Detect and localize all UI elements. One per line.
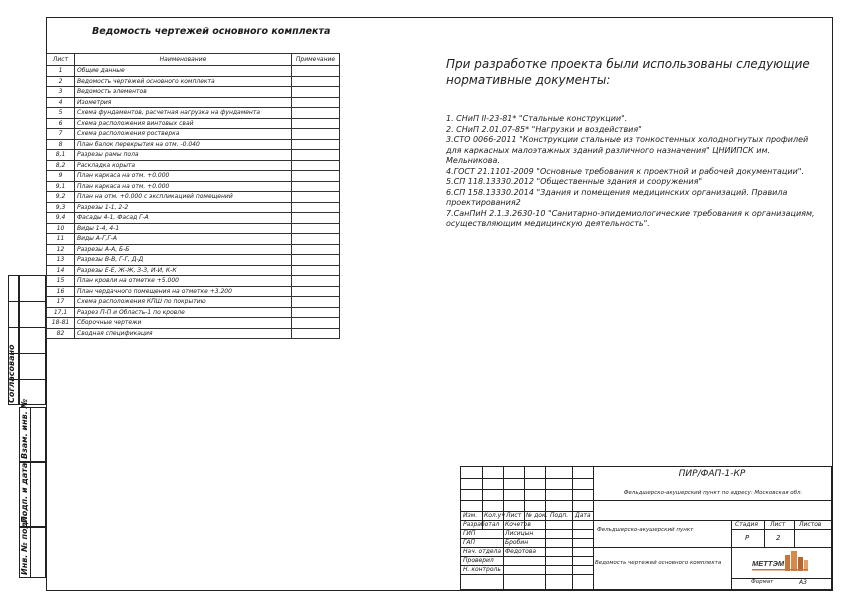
sheet-name: Схема расположения винтовых свай <box>75 118 292 129</box>
col-ndok: № док. <box>526 512 548 519</box>
approval-sidebar <box>8 275 46 578</box>
sheet-number: 82 <box>47 328 75 339</box>
stamp-person: Лисицын <box>505 530 534 537</box>
table-row <box>47 234 340 245</box>
stamp-role: Н. контроль <box>463 566 501 573</box>
sheet-number: 8 <box>47 139 75 150</box>
soglasovano-label: Согласовано <box>7 344 16 403</box>
stamp-person: Бробин <box>505 539 529 546</box>
title-block <box>460 466 832 590</box>
col-data: Дата <box>575 512 591 519</box>
sheet-note <box>292 255 340 266</box>
sheet-name: План каркаса на отм. +0.000 <box>75 171 292 182</box>
sheet-number: 7 <box>47 129 75 140</box>
sheet-note <box>292 213 340 224</box>
sheet-note <box>292 297 340 308</box>
col-kol: Кол.уч <box>484 512 505 519</box>
table-row <box>47 108 340 119</box>
sheet-number: 14 <box>47 265 75 276</box>
sheet-number: 9,4 <box>47 213 75 224</box>
sheets-header: Листов <box>799 521 822 528</box>
stamp-person: Федотова <box>505 548 537 555</box>
podp-label: Подп. и дата <box>20 462 29 523</box>
table-row <box>47 318 340 329</box>
sheet-name: Разрезы В-В, Г-Г, Д-Д <box>75 255 292 266</box>
sheet-name: Сборочные чертежи <box>75 318 292 329</box>
sheet-number: 10 <box>47 223 75 234</box>
format-value: А3 <box>799 579 807 586</box>
sheet-note <box>292 318 340 329</box>
normative-notes <box>446 56 826 230</box>
sheet-name: Разрезы Е-Е, Ж-Ж, З-З, И-И, К-К <box>75 265 292 276</box>
table-row <box>47 76 340 87</box>
sheet-name: Схема расположения ростверка <box>75 129 292 140</box>
sheet-note <box>292 234 340 245</box>
format-label: Формат <box>751 579 774 585</box>
table-row <box>47 286 340 297</box>
normative-item: 7.СанПиН 2.1.3.2630-10 "Санитарно-эпидемиологические требования к организациям, осуществляющим медицинскую деятельность". <box>446 208 815 228</box>
sheet-note <box>292 276 340 287</box>
company-logo <box>751 549 811 575</box>
sheet-name: Сводная спецификация <box>75 328 292 339</box>
stamp-person: Кочетов <box>505 521 531 528</box>
sheet-number: 1 <box>47 66 75 77</box>
sheet-name: Виды 1-4, 4-1 <box>75 223 292 234</box>
normative-item: 6.СП 158.13330.2014 "Здания и помещения медицинских организаций. Правила проектирования2 <box>446 187 788 207</box>
sheet-number: 9,1 <box>47 181 75 192</box>
soglasovano-grid <box>19 275 46 405</box>
sheet-header: Лист <box>770 521 786 528</box>
vedomost-title: Ведомость чертежей основного комплекта <box>92 26 331 37</box>
stamp-role: Нач. отдела <box>463 548 502 555</box>
table-row <box>47 97 340 108</box>
sheet-number: 5 <box>47 108 75 119</box>
table-row <box>47 223 340 234</box>
table-row <box>47 202 340 213</box>
sheet-number: 13 <box>47 255 75 266</box>
table-row <box>47 150 340 161</box>
sheet-name: Разрезы рамы пола <box>75 150 292 161</box>
sheet-note <box>292 328 340 339</box>
table-row <box>47 265 340 276</box>
sheet-note <box>292 192 340 203</box>
sheet-note <box>292 108 340 119</box>
sheet-name: План на отм. +0.000 с экспликацией помещений <box>75 192 292 203</box>
sheet-note <box>292 150 340 161</box>
sheet-name: Ведомость элементов <box>75 87 292 98</box>
table-row <box>47 118 340 129</box>
sheet-note <box>292 265 340 276</box>
sheet-name: Разрез П-П и Область-1 по кровле <box>75 307 292 318</box>
stamp-role: ГИП <box>463 530 476 537</box>
company-logo-icon <box>751 549 811 575</box>
sheet-note <box>292 223 340 234</box>
object-name: Фельдшерско-акушерский пункт <box>597 527 694 533</box>
sheet-number: 4 <box>47 97 75 108</box>
sheet-name: План балок перекрытия на отм. -0.040 <box>75 139 292 150</box>
sheet-note <box>292 129 340 140</box>
inv-label: Инв. № подл. <box>20 513 29 575</box>
vzam-label: Взам. инв. № <box>20 398 29 459</box>
sheet-note <box>292 244 340 255</box>
sheet-number: 9 <box>47 171 75 182</box>
sheet-number: 16 <box>47 286 75 297</box>
sheet-name: Схема фундаментов, расчетная нагрузка на фундамента <box>75 108 292 119</box>
sheet-name: Разрезы А-А, Б-Б <box>75 244 292 255</box>
table-row <box>47 255 340 266</box>
sheet-number: 2 <box>47 76 75 87</box>
sheet-number: 3 <box>47 87 75 98</box>
sheet-number: 6 <box>47 118 75 129</box>
sheet-number: 18-81 <box>47 318 75 329</box>
sheet-name: Общие данные <box>75 66 292 77</box>
col-note-header: Примечание <box>292 54 340 66</box>
sheet-note <box>292 181 340 192</box>
table-row <box>47 276 340 287</box>
sheet-note <box>292 307 340 318</box>
sheet-name: Фасады 4-1, Фасад Г-А <box>75 213 292 224</box>
sheet-number: 15 <box>47 276 75 287</box>
sheet-note <box>292 66 340 77</box>
object-address: Фельдшерско-акушерский пункт по адресу: Московская обл. <box>623 490 803 496</box>
company-name: МЕТТЭМ <box>752 559 785 568</box>
stamp-role: ГАП <box>463 539 475 546</box>
table-row <box>47 181 340 192</box>
stamp-role: Проверил <box>463 557 494 564</box>
sheet-note <box>292 171 340 182</box>
vedomost-table <box>46 53 340 339</box>
sheet-number: 9,2 <box>47 192 75 203</box>
stage-value: Р <box>745 534 750 542</box>
sheet-number: 17,1 <box>47 307 75 318</box>
sheet-note <box>292 87 340 98</box>
normative-item: 2. СНиП 2.01.07-85* "Нагрузки и воздействия" <box>446 124 642 134</box>
sheet-number: 9,3 <box>47 202 75 213</box>
table-row <box>47 171 340 182</box>
sheet-number: 8,1 <box>47 150 75 161</box>
sheet-name: План кровли на отметке +5.000 <box>75 276 292 287</box>
table-row <box>47 297 340 308</box>
col-sheet-header: Лист <box>47 54 75 66</box>
sheet-name: Виды А-Г,Г-А <box>75 234 292 245</box>
table-row <box>47 307 340 318</box>
sheet-number: 17 <box>47 297 75 308</box>
sheet-number: 11 <box>47 234 75 245</box>
sheet-note <box>292 97 340 108</box>
normative-item: 5.СП 118.13330.2012 "Общественные здания и сооружения" <box>446 177 703 186</box>
sheet-name: Ведомость чертежей основного комплекта <box>75 76 292 87</box>
normative-item: 4.ГОСТ 21.1101-2009 "Основные требования к проектной и рабочей документации". <box>446 166 804 176</box>
col-izm: Изм. <box>463 512 478 519</box>
sheet-note <box>292 202 340 213</box>
col-name-header: Наименование <box>75 54 292 66</box>
table-row <box>47 66 340 77</box>
sheet-note <box>292 160 340 171</box>
stage-header: Стадия <box>735 521 759 528</box>
sheet-name: Раскладка корыта <box>75 160 292 171</box>
table-row <box>47 87 340 98</box>
table-row <box>47 129 340 140</box>
stamp-role: Разработал <box>463 521 500 528</box>
sheet-name: Схема расположения КПШ по покрытию <box>75 297 292 308</box>
table-row <box>47 328 340 339</box>
notes-heading: При разработке проекта были использованы следующие нормативные документы: <box>446 57 810 87</box>
sheet-note <box>292 286 340 297</box>
sheet-note <box>292 118 340 129</box>
normative-item: 1. СНиП II-23-81* "Стальные конструкции". <box>446 114 628 123</box>
sheet-note <box>292 76 340 87</box>
table-row <box>47 192 340 203</box>
sheet-value: 2 <box>776 534 781 542</box>
table-row <box>47 213 340 224</box>
col-list: Лист <box>506 512 522 519</box>
table-row <box>47 139 340 150</box>
sheet-name: Разрезы 1-1, 2-2 <box>75 202 292 213</box>
project-code: ПИР/ФАП-1-КР <box>678 469 746 479</box>
col-podp: Подп. <box>550 512 569 519</box>
normative-item: 3.СТО 0066-2011 "Конструкции стальные из тонкостенных холодногнутых профилей для каркасных малоэтажных зданий различного назначения" ЦНИИПСК им. Мельникова. <box>446 135 809 165</box>
sheet-note <box>292 139 340 150</box>
table-row <box>47 244 340 255</box>
table-row <box>47 160 340 171</box>
sheet-name: План чердачного помещения на отметке +3.200 <box>75 286 292 297</box>
sheet-number: 8,2 <box>47 160 75 171</box>
drawing-name: Ведомость чертежей основного комплекта <box>595 560 722 566</box>
sheet-name: Изометрия <box>75 97 292 108</box>
sheet-name: План каркаса на отм. +0.000 <box>75 181 292 192</box>
sheet-number: 12 <box>47 244 75 255</box>
